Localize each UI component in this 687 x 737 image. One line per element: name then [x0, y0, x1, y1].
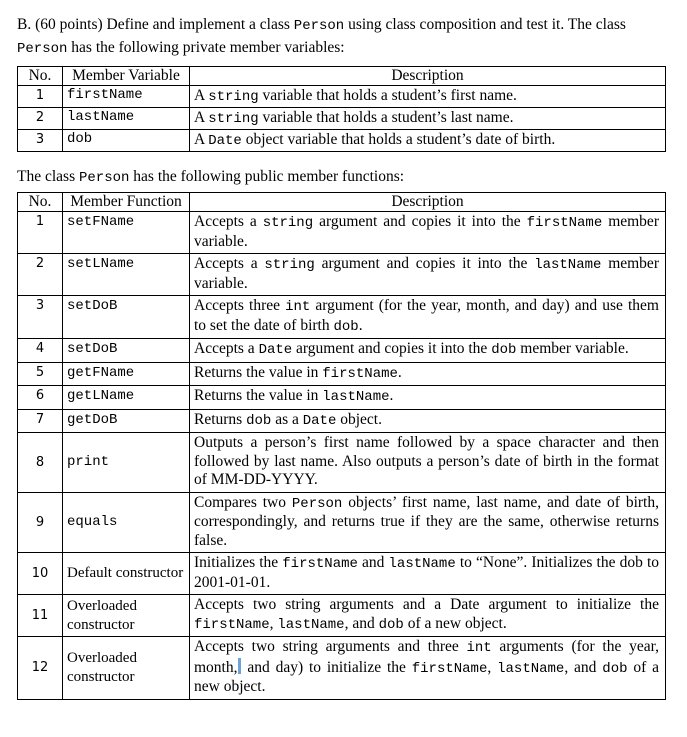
row-number: 1: [18, 86, 63, 108]
member-function-description: Returns the value in lastName.: [190, 386, 666, 410]
member-function-name: setDoB: [63, 339, 190, 363]
header-member-variable: Member Variable: [63, 67, 190, 86]
table-row: [18, 86, 666, 108]
member-variable-description: A string variable that holds a student’s first name.: [190, 86, 666, 108]
row-number: 4: [18, 339, 63, 363]
row-number: 5: [18, 362, 63, 386]
member-function-name: setFName: [63, 212, 190, 254]
member-function-name: setDoB: [63, 296, 190, 339]
table-header-row: [18, 193, 666, 212]
intro-text-2: using class composition and test it. The class: [344, 16, 626, 33]
text-cursor: [238, 658, 241, 674]
table-row: [18, 339, 666, 363]
member-function-name: print: [63, 433, 190, 493]
row-number: 2: [18, 254, 63, 296]
row-number: 7: [18, 409, 63, 433]
table-row: [18, 296, 666, 339]
member-function-name: setLName: [63, 254, 190, 296]
member-function-description: Accepts a Date argument and copies it into the dob member variable.: [190, 339, 666, 363]
member-function-description: Accepts two string arguments and a Date argument to initialize the firstName, lastName, and dob of a new object.: [190, 595, 666, 637]
row-number: 8: [18, 433, 63, 493]
table-header-row: [18, 67, 666, 86]
member-function-label: Default constructor: [63, 553, 190, 595]
member-variable-description: A string variable that holds a student’s last name.: [190, 108, 666, 130]
member-function-description: Returns the value in firstName.: [190, 362, 666, 386]
row-number: 12: [18, 637, 63, 700]
member-function-description: Initializes the firstName and lastName to “None”. Initializes the dob to 2001-01-01.: [190, 553, 666, 595]
member-function-description: Accepts a string argument and copies it into the firstName member variable.: [190, 212, 666, 254]
member-function-description: Compares two Person objects’ first name, last name, and date of birth, correspondingly, and returns true if they are the same, otherwise returns false.: [190, 492, 666, 553]
row-number: 10: [18, 553, 63, 595]
member-function-label: Overloaded constructor: [63, 595, 190, 637]
header-no: No.: [18, 67, 63, 86]
table-row: [18, 108, 666, 130]
header-member-function: Member Function: [63, 193, 190, 212]
member-function-description: Accepts two string arguments and three int arguments (for the year, month, and day) to initialize the firstName, lastName, and dob of a new object.: [190, 637, 666, 700]
table-row: [18, 130, 666, 152]
row-number: 3: [18, 296, 63, 339]
table-row: [18, 212, 666, 254]
member-variables-table: [17, 66, 666, 152]
table-row: [18, 553, 666, 595]
table-row: [18, 386, 666, 410]
row-number: 6: [18, 386, 63, 410]
class-name-code-2: Person: [17, 41, 68, 57]
row-number: 9: [18, 492, 63, 553]
header-no: No.: [18, 193, 63, 212]
class-name-code-3: Person: [78, 170, 130, 186]
class-name-code: Person: [293, 18, 345, 34]
row-number: 1: [18, 212, 63, 254]
member-function-name: getDoB: [63, 409, 190, 433]
member-function-name: equals: [63, 492, 190, 553]
member-variable-name: lastName: [63, 108, 190, 130]
member-functions-table: [17, 192, 666, 700]
functions-intro-paragraph: The class Person has the following public member functions:: [17, 168, 405, 186]
intro-paragraph: [17, 14, 663, 60]
table-row: [18, 254, 666, 296]
header-description: Description: [190, 193, 666, 212]
member-functions-body: [18, 212, 666, 700]
intro-text-3: has the following private member variables:: [67, 39, 345, 56]
member-function-name: getLName: [63, 386, 190, 410]
member-variable-description: A Date object variable that holds a student’s date of birth.: [190, 130, 666, 152]
member-function-description: Returns dob as a Date object.: [190, 409, 666, 433]
intro-text-1: B. (60 points) Define and implement a class: [17, 16, 294, 33]
member-function-name: getFName: [63, 362, 190, 386]
table-row: [18, 492, 666, 553]
member-variable-name: dob: [63, 130, 190, 152]
member-function-description: Accepts a string argument and copies it into the lastName member variable.: [190, 254, 666, 296]
table-row: [18, 595, 666, 637]
member-variable-name: firstName: [63, 86, 190, 108]
row-number: 2: [18, 108, 63, 130]
table-row: [18, 362, 666, 386]
member-function-description: Accepts three int argument (for the year, month, and day) and use them to set the date of birth dob.: [190, 296, 666, 339]
table-row: [18, 409, 666, 433]
member-function-label: Overloaded constructor: [63, 637, 190, 700]
member-function-description: Outputs a person’s first name followed by a space character and then followed by last name. Also outputs a person’s date of birth in the format of MM-DD-YYYY.: [190, 433, 666, 493]
table-row: [18, 433, 666, 493]
table-row: [18, 637, 666, 700]
header-description: Description: [190, 67, 666, 86]
row-number: 11: [18, 595, 63, 637]
row-number: 3: [18, 130, 63, 152]
